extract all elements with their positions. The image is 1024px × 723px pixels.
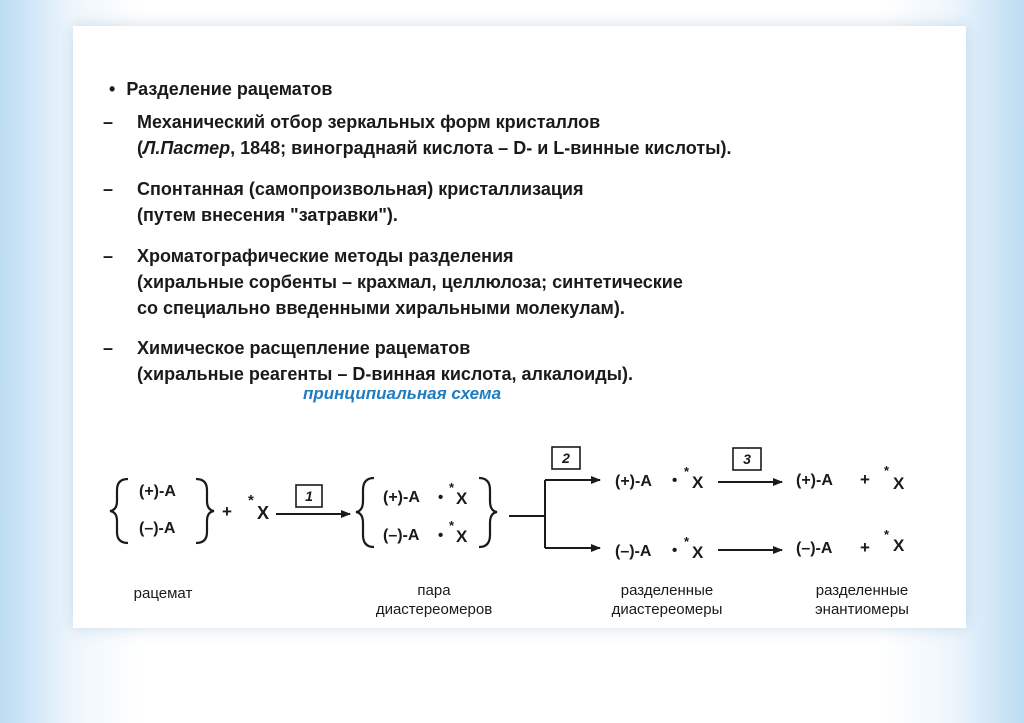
item-3-line3: со специально введенными хиральными молекулам). — [137, 298, 625, 318]
caption-sepdia-l1: разделенные — [620, 582, 714, 599]
racemate-plus-a: (+)-A — [139, 483, 176, 500]
pair-dot-1: • — [438, 489, 444, 506]
caption-sepdia-l2: диастереомеры — [611, 601, 723, 618]
enant-plus-a: (+)-A — [796, 472, 833, 489]
sep-x-2: X — [692, 543, 704, 562]
pair-star-1: * — [449, 480, 455, 495]
pair-x-2: X — [456, 527, 468, 546]
schema-title: принципиальная схема — [303, 384, 502, 403]
item-1-rest: , 1848; винограднаяй кислота – D- и L-винные кислоты). — [230, 138, 732, 158]
step-1-label: 1 — [305, 488, 313, 504]
pair-minus-a: (–)-A — [383, 527, 420, 544]
slide-title: Разделение рацематов — [126, 79, 333, 99]
item-3-line2: (хиральные сорбенты – крахмал, целлюлоза; синтетические — [137, 272, 683, 292]
pair-dot-2: • — [438, 527, 444, 544]
bullet: • — [109, 79, 116, 99]
pair-star-2: * — [449, 518, 455, 533]
caption-sepen-l1: разделенные — [815, 582, 909, 599]
pair-x-1: X — [456, 489, 468, 508]
plus-sign: + — [222, 502, 232, 521]
pair-plus-a: (+)-A — [383, 489, 420, 506]
item-1-line1: Механический отбор зеркальных форм кристаллов — [137, 112, 601, 132]
caption-pair-l2: диастереомеров — [375, 601, 493, 618]
sep-dot-2: • — [672, 542, 678, 559]
sep-star-2: * — [684, 534, 690, 549]
pair-brace-left — [356, 478, 374, 547]
enant-x-2: X — [893, 536, 905, 555]
enant-minus-a: (–)-A — [796, 540, 833, 557]
item-3-line1: Хроматографические методы разделения — [137, 246, 514, 266]
sep-plus-a: (+)-A — [615, 473, 652, 490]
sep-star-1: * — [684, 464, 690, 479]
item-2-line2: (путем внесения "затравки"). — [137, 205, 398, 225]
racemate-brace-right — [196, 479, 214, 543]
item-1-open-paren: ( — [137, 138, 143, 158]
sep-minus-a: (–)-A — [615, 543, 652, 560]
enant-plus-sign-1: + — [860, 470, 870, 489]
item-4-line2: (хиральные реагенты – D-винная кислота, алкалоиды). — [137, 364, 633, 384]
item-3-dash: – — [103, 246, 114, 266]
item-2-dash: – — [103, 179, 114, 199]
item-4-dash: – — [103, 338, 114, 358]
item-2-line1: Спонтанная (самопроизвольная) кристаллизация — [137, 179, 584, 199]
caption-racemate: рацемат — [133, 585, 193, 602]
item-4-line1: Химическое расщепление рацематов — [137, 338, 471, 358]
racemate-minus-a: (–)-A — [139, 520, 176, 537]
enant-x-1: X — [893, 474, 905, 493]
sep-x-1: X — [692, 473, 704, 492]
reagent-x: X — [257, 503, 270, 523]
enant-star-1: * — [884, 463, 890, 478]
item-1-dash: – — [103, 112, 114, 132]
item-1-author: Л.Пастер — [143, 138, 231, 158]
caption-sepen-l2: энантиомеры — [815, 601, 909, 618]
sep-dot-1: • — [672, 472, 678, 489]
pair-brace-right — [479, 478, 497, 547]
racemate-brace — [110, 479, 128, 543]
step-2-label: 2 — [562, 450, 570, 466]
enant-star-2: * — [884, 527, 890, 542]
enant-plus-sign-2: + — [860, 538, 870, 557]
chiral-star-1: * — [248, 492, 254, 509]
step-3-label: 3 — [743, 451, 751, 467]
caption-pair-l1: пара — [417, 582, 451, 599]
